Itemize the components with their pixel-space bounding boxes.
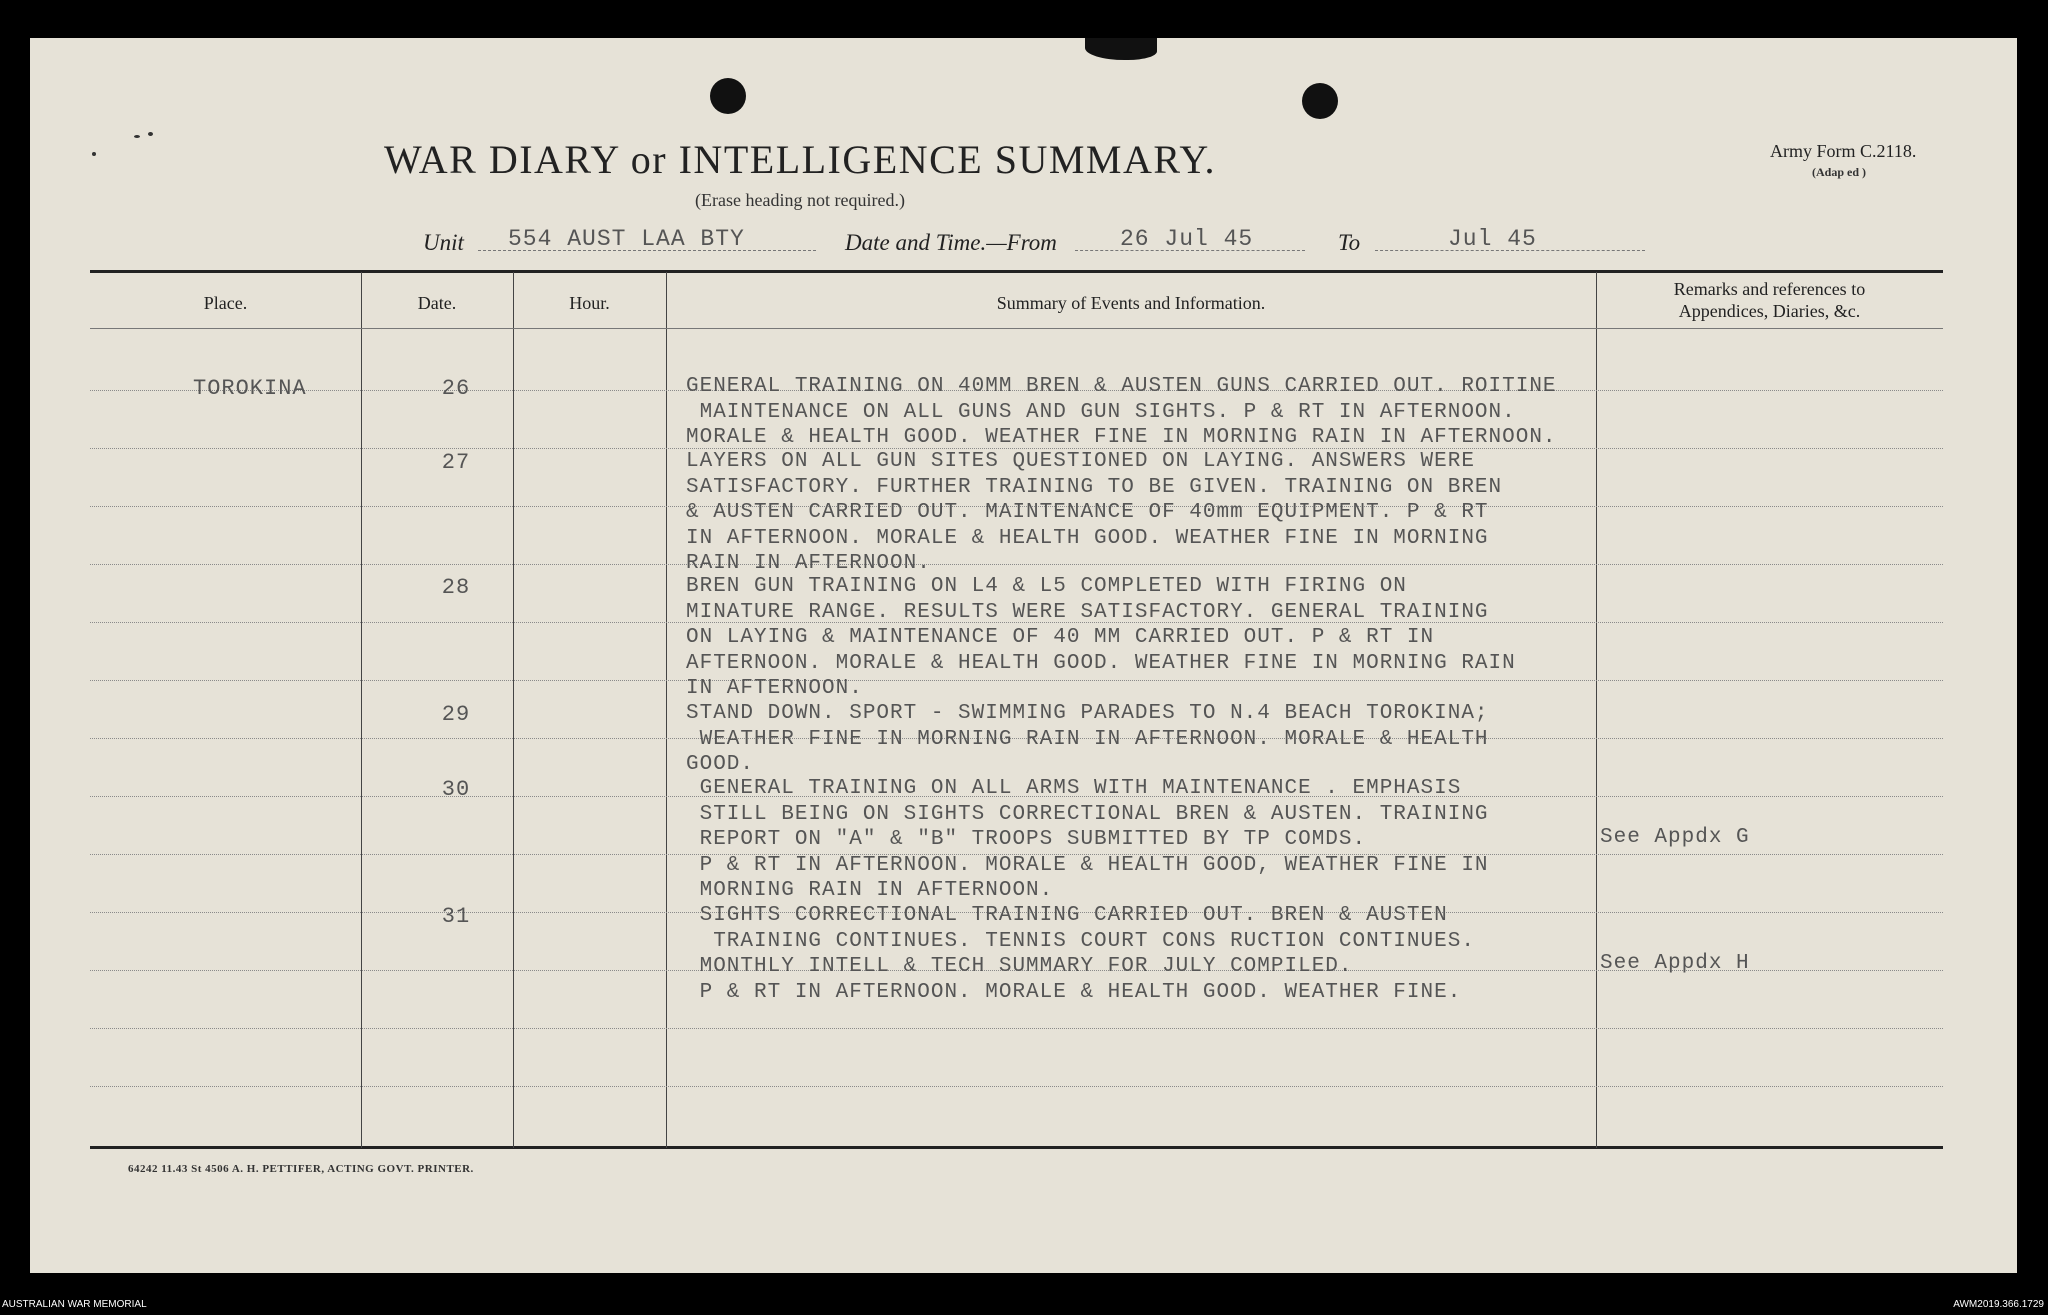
- summary-entry: STAND DOWN. SPORT - SWIMMING PARADES TO N.4 BEACH TOROKINA; WEATHER FINE IN MORNING RAIN IN AFTERNOON. MORALE & HEALTH GOOD.: [686, 702, 1489, 776]
- place-cell: TOROKINA: [193, 376, 307, 401]
- to-label: To: [1338, 230, 1361, 255]
- ruled-line: [90, 1028, 1943, 1029]
- punch-hole-right: [1302, 83, 1338, 119]
- header-underline: [90, 328, 1943, 329]
- date-cell: 28: [441, 575, 471, 600]
- column-divider: [361, 272, 362, 1148]
- column-divider: [666, 272, 667, 1148]
- archive-credit: AUSTRALIAN WAR MEMORIAL: [2, 1299, 147, 1310]
- page-subtitle: (Erase heading not required.): [695, 190, 905, 210]
- to-value: Jul 45: [1448, 226, 1537, 252]
- punch-hole-left: [710, 78, 746, 114]
- page-title: WAR DIARY or INTELLIGENCE SUMMARY.: [383, 137, 1217, 182]
- archive-reference: AWM2019.366.1729: [1953, 1299, 2044, 1310]
- remark-cell: See Appdx H: [1600, 952, 1750, 975]
- from-value: 26 Jul 45: [1120, 226, 1254, 252]
- column-header-place: Place.: [203, 293, 248, 313]
- summary-entry: GENERAL TRAINING ON 40MM BREN & AUSTEN GUNS CARRIED OUT. ROITINE MAINTENANCE ON ALL GUNS AND GUN SIGHTS. P & RT IN AFTERNOON. MORALE & HEALTH GOOD. WEATHER FINE IN MORNING RAIN IN AFTERNOON.: [686, 375, 1557, 449]
- date-cell: 30: [441, 777, 471, 802]
- date-from-label: Date and Time.—From: [845, 230, 1057, 255]
- summary-entry: SIGHTS CORRECTIONAL TRAINING CARRIED OUT. BREN & AUSTEN TRAINING CONTINUES. TENNIS COURT CONS RUCTION CONTINUES. MONTHLY INTELL & TECH SUMMARY FOR JULY COMPILED. P & RT IN AFTERNOON. MORALE & HEALTH GOOD. WEATHER FINE.: [699, 904, 1475, 1004]
- column-header-hour: Hour.: [569, 293, 610, 313]
- column-header-date: Date.: [417, 293, 457, 313]
- ruled-line: [90, 1086, 1943, 1087]
- remarks-header-line-1: Remarks and references to: [1673, 279, 1866, 299]
- adapted-note: (Adap ed ): [1812, 165, 1867, 179]
- date-cell: 31: [441, 904, 471, 929]
- table-top-rule: [90, 270, 1943, 273]
- column-header-summary: Summary of Events and Information.: [996, 293, 1266, 313]
- unit-label: Unit: [423, 230, 464, 255]
- diary-sheet: [30, 38, 2017, 1273]
- column-divider: [513, 272, 514, 1148]
- army-form-number: Army Form C.2118.: [1770, 141, 1917, 161]
- remark-cell: See Appdx G: [1600, 826, 1750, 849]
- table-bottom-rule: [90, 1146, 1943, 1149]
- torn-edge: [1085, 38, 1157, 60]
- summary-entry: BREN GUN TRAINING ON L4 & L5 COMPLETED WITH FIRING ON MINATURE RANGE. RESULTS WERE SATISFACTORY. GENERAL TRAINING ON LAYING & MAINTENANCE OF 40 MM CARRIED OUT. P & RT IN AFTERNOON. MORALE & HEALTH GOOD. WEATHER FINE IN MORNING RAIN IN AFTERNOON.: [686, 575, 1516, 700]
- summary-entry: LAYERS ON ALL GUN SITES QUESTIONED ON LAYING. ANSWERS WERE SATISFACTORY. FURTHER TRAINING TO BE GIVEN. TRAINING ON BREN & AUSTEN CARRIED OUT. MAINTENANCE OF 40mm EQUIPMENT. P & RT IN AFTERNOON. MORALE & HEALTH GOOD. WEATHER FINE IN MORNING RAIN IN AFTERNOON.: [686, 450, 1503, 575]
- column-divider: [1596, 272, 1597, 1148]
- remarks-header-line-2: Appendices, Diaries, &c.: [1678, 301, 1861, 321]
- printer-imprint: 64242 11.43 St 4506 A. H. PETTIFER, ACTING GOVT. PRINTER.: [128, 1163, 474, 1175]
- unit-value: 554 AUST LAA BTY: [508, 226, 745, 252]
- summary-entry: GENERAL TRAINING ON ALL ARMS WITH MAINTENANCE . EMPHASIS STILL BEING ON SIGHTS CORRECTIONAL BREN & AUSTEN. TRAINING REPORT ON "A" & "B" TROOPS SUBMITTED BY TP COMDS. P & RT IN AFTERNOON. MORALE & HEALTH GOOD, WEATHER FINE IN MORNING RAIN IN AFTERNOON.: [699, 777, 1489, 902]
- column-header-remarks: [1596, 278, 1943, 322]
- date-cell: 26: [441, 376, 471, 401]
- date-cell: 27: [441, 450, 471, 475]
- date-cell: 29: [441, 702, 471, 727]
